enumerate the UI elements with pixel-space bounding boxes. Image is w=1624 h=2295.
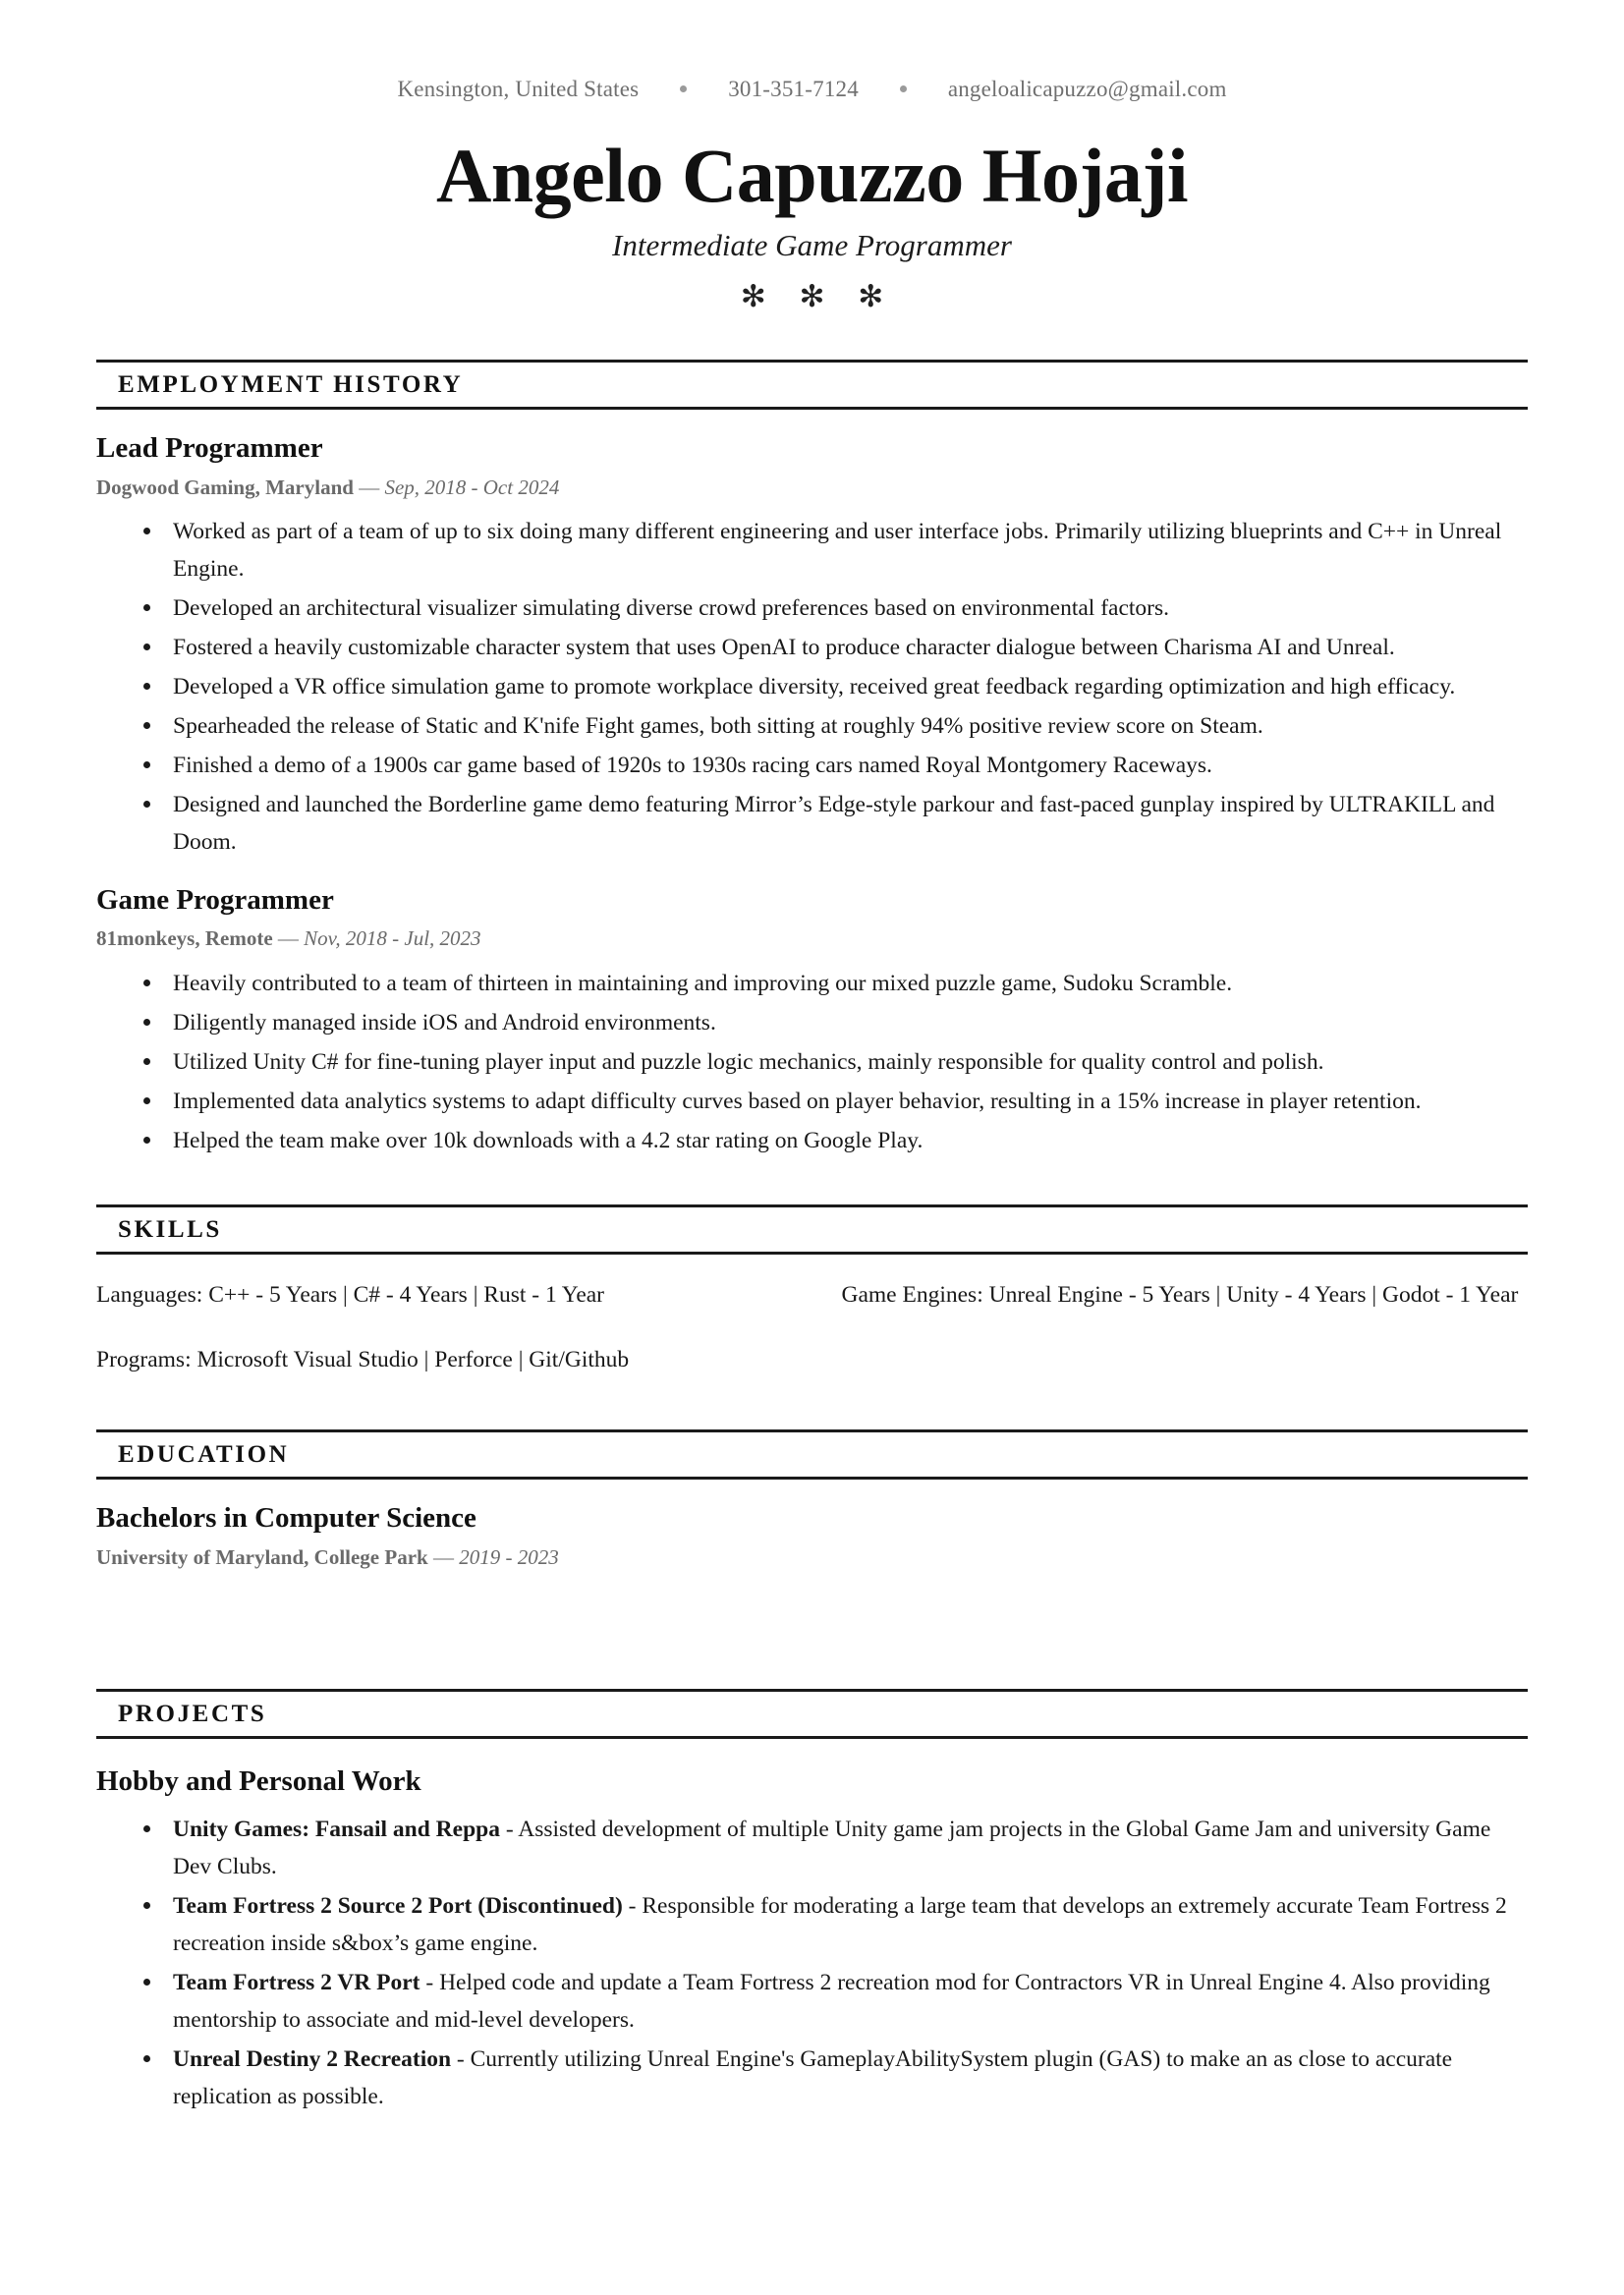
list-item	[140, 1811, 1528, 1885]
section-header-education	[96, 1429, 1528, 1480]
meta-dash: —	[359, 475, 380, 499]
employment-dates: Nov, 2018 - Jul, 2023	[304, 926, 481, 951]
project-description: - Assisted development of multiple Unity game jam projects in the Global Game Jam and university Game Dev Clubs.	[173, 1816, 1491, 1880]
list-item: Heavily contributed to a team of thirteen in maintaining and improving our mixed puzzle game, Sudoku Scramble.	[140, 965, 1528, 1002]
education-degree: Bachelors in Computer Science	[96, 1502, 476, 1535]
employment-dates: Sep, 2018 - Oct 2024	[384, 475, 560, 499]
contact-phone[interactable]: 301-351-7124	[728, 77, 859, 101]
education-meta	[96, 1544, 1528, 1571]
employment-meta	[96, 475, 1528, 501]
list-item: Utilized Unity C# for fine-tuning player input and puzzle logic mechanics, mainly responsible for quality control and polish.	[140, 1043, 1528, 1081]
section-skills	[96, 1204, 1528, 1378]
section-title-education: EDUCATION	[118, 1441, 290, 1469]
education-institution: University of Maryland, College Park	[96, 1544, 428, 1569]
employment-organization: Dogwood Gaming, Maryland	[96, 475, 354, 499]
list-item	[140, 1964, 1528, 2039]
employment-organization: 81monkeys, Remote	[96, 926, 273, 951]
section-title-projects: PROJECTS	[118, 1701, 267, 1728]
list-item: Fostered a heavily customizable character system that uses OpenAI to produce character dialogue between Charisma AI and Unreal.	[140, 629, 1528, 666]
headline-subtitle: Intermediate Game Programmer	[612, 227, 1012, 262]
list-item: Developed an architectural visualizer simulating diverse crowd preferences based on environmental factors.	[140, 589, 1528, 627]
page-title: Angelo Capuzzo Hojaji	[435, 133, 1189, 218]
list-item: Finished a demo of a 1900s car game based of 1920s to 1930s racing cars named Royal Montgomery Raceways.	[140, 747, 1528, 784]
bullet-separator-icon	[900, 85, 907, 92]
list-item: Designed and launched the Borderline game demo featuring Mirror’s Edge-style parkour and fast-paced gunplay inspired by ULTRAKILL and Doom.	[140, 786, 1528, 861]
contact-line	[96, 77, 1528, 102]
project-name: Unreal Destiny 2 Recreation	[173, 2046, 452, 2073]
project-name: Unity Games: Fansail and Reppa	[173, 1816, 500, 1842]
project-description: - Responsible for moderating a large team that develops an extremely accurate Team Fortress 2 recreation inside s&box’s game engine.	[173, 1893, 1507, 1957]
skill-line-languages: Languages: C++ - 5 Years | C# - 4 Years | Rust - 1 Year	[96, 1281, 604, 1308]
employment-bullet-list	[96, 965, 1528, 1159]
education-entry	[96, 1501, 1528, 1571]
section-education	[96, 1429, 1528, 1571]
project-description: - Currently utilizing Unreal Engine's GameplayAbilitySystem plugin (GAS) to make an as close to accurate replication as possible.	[173, 2046, 1453, 2110]
skill-line-programs: Programs: Microsoft Visual Studio | Perforce | Git/Github	[96, 1347, 630, 1373]
section-title-skills: SKILLS	[118, 1215, 222, 1243]
list-item: Diligently managed inside iOS and Android environments.	[140, 1004, 1528, 1041]
education-dates: 2019 - 2023	[459, 1544, 559, 1569]
employment-meta	[96, 925, 1528, 952]
list-item	[140, 2041, 1528, 2115]
list-item	[140, 1887, 1528, 1962]
projects-subtitle: Hobby and Personal Work	[96, 1765, 421, 1798]
meta-dash: —	[277, 926, 299, 951]
section-header-projects	[96, 1689, 1528, 1739]
list-item: Helped the team make over 10k downloads with a 4.2 star rating on Google Play.	[140, 1122, 1528, 1159]
section-title-employment: EMPLOYMENT HISTORY	[118, 370, 464, 398]
skill-line-game-engines: Game Engines: Unreal Engine - 5 Years | Unity - 4 Years | Godot - 1 Year	[841, 1281, 1519, 1308]
contact-email[interactable]: angeloalicapuzzo@gmail.com	[947, 77, 1227, 101]
project-description: - Helped code and update a Team Fortress 2 recreation mod for Contractors VR in Unreal Engine 4. Also providing mentorship to associate and mid-level developers.	[173, 1970, 1490, 2034]
section-header-skills	[96, 1204, 1528, 1255]
employment-role: Game Programmer	[96, 883, 334, 916]
section-projects	[96, 1689, 1528, 2115]
bullet-separator-icon	[680, 85, 687, 92]
skills-grid	[96, 1276, 1528, 1378]
list-item: Spearheaded the release of Static and K'nife Fight games, both sitting at roughly 94% positive review score on Steam.	[140, 707, 1528, 745]
projects-list	[96, 1811, 1528, 2116]
project-name: Team Fortress 2 VR Port	[173, 1970, 420, 1996]
list-item: Implemented data analytics systems to adapt difficulty curves based on player behavior, resulting in a 15% increase in player retention.	[140, 1083, 1528, 1120]
meta-dash: —	[432, 1544, 454, 1569]
section-employment-history	[96, 360, 1528, 1159]
project-name: Team Fortress 2 Source 2 Port (Discontinued)	[173, 1893, 623, 1920]
list-item: Worked as part of a team of up to six doing many different engineering and user interface jobs. Primarily utilizing blueprints and C++ in Unreal Engine.	[140, 513, 1528, 588]
contact-location: Kensington, United States	[397, 77, 640, 101]
asterisk-ornament-icon: ✻ ✻ ✻	[740, 278, 897, 313]
employment-entry	[96, 883, 1528, 1159]
employment-entry	[96, 431, 1528, 862]
list-item: Developed a VR office simulation game to promote workplace diversity, received great feedback regarding optimization and high efficacy.	[140, 668, 1528, 705]
employment-role: Lead Programmer	[96, 431, 323, 464]
employment-bullet-list	[96, 513, 1528, 862]
section-header-employment	[96, 360, 1528, 410]
